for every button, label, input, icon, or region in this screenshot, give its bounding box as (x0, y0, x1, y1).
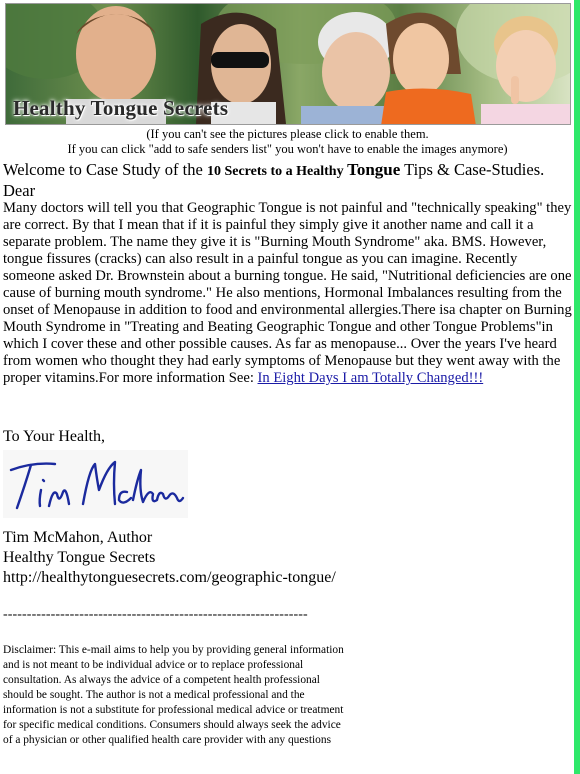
closing-line: To Your Health, (3, 428, 105, 445)
body-paragraph-text: Many doctors will tell you that Geographic Tongue is not painful and "technically speaking" they are correct. By that I mean that if it is painful they simply give it another name and call it a separate problem. The name they give it is "Burning Mouth Syndrome" aka. BMS. However, tongue fissures (cracks) can also result in a painful tongue as you can imagine. Recently someone asked Dr. Brownstein about a burning tongue. He said, "Nutritional deficiencies are one cause of burning mouth syndrome." He also mentions, Hormonal Imbalances resulting from the onset of Menopause in addition to food and environmental allergies.There isa chapter on Burning Mouth Syndrome in "Treating and Beating Geographic Tongue and other Tongue Problems"in which I cover these and other possible causes. As far as menopause... Over the years I've heard from women who thought they had early symptoms of Menopause but they went away with the proper vitamins.For more information See: (3, 200, 572, 386)
image-notice (3, 127, 572, 156)
author-url[interactable]: http://healthytonguesecrets.com/geographic-tongue/ (3, 569, 336, 586)
author-name: Tim McMahon, Author (3, 529, 153, 546)
image-notice-line-1: (If you can't see the pictures please click to enable them. (146, 127, 429, 141)
salutation: Dear (3, 181, 36, 200)
welcome-suffix: Tips & Case-Studies. (400, 160, 545, 179)
signature-image (3, 450, 188, 518)
email-content (3, 0, 572, 748)
right-accent-bar (574, 0, 580, 774)
author-brand: Healthy Tongue Secrets (3, 549, 156, 566)
welcome-big-word: Tongue (347, 160, 401, 179)
article-link[interactable]: In Eight Days I am Totally Changed!!! (257, 370, 484, 386)
signature-drawing (3, 450, 188, 518)
divider-dashes: ---------------------------------------------------------------- (3, 607, 308, 622)
author-block (3, 528, 572, 588)
welcome-prefix: Welcome to Case Study of the (3, 160, 207, 179)
header-banner[interactable] (5, 3, 571, 125)
disclaimer-text: Disclaimer: This e-mail aims to help you by providing general information and is not meant to be individual advice or to replace professional consultation. As always the advice of a competent health professional should be sought. The author is not a medical professional and the information is not a substitute for professional medical advice or treatment for specific medical conditions. Consumers should always seek the advice of a physician or other qualified health care provider with any questions (3, 644, 344, 746)
welcome-heading (3, 160, 572, 181)
image-notice-line-2: If you can click "add to safe senders list" you won't have to enable the images anymore) (67, 141, 508, 156)
body-paragraph (3, 200, 572, 387)
banner-title: Healthy Tongue Secrets (13, 96, 229, 120)
welcome-bold-part: 10 Secrets to a Healthy (206, 164, 348, 179)
